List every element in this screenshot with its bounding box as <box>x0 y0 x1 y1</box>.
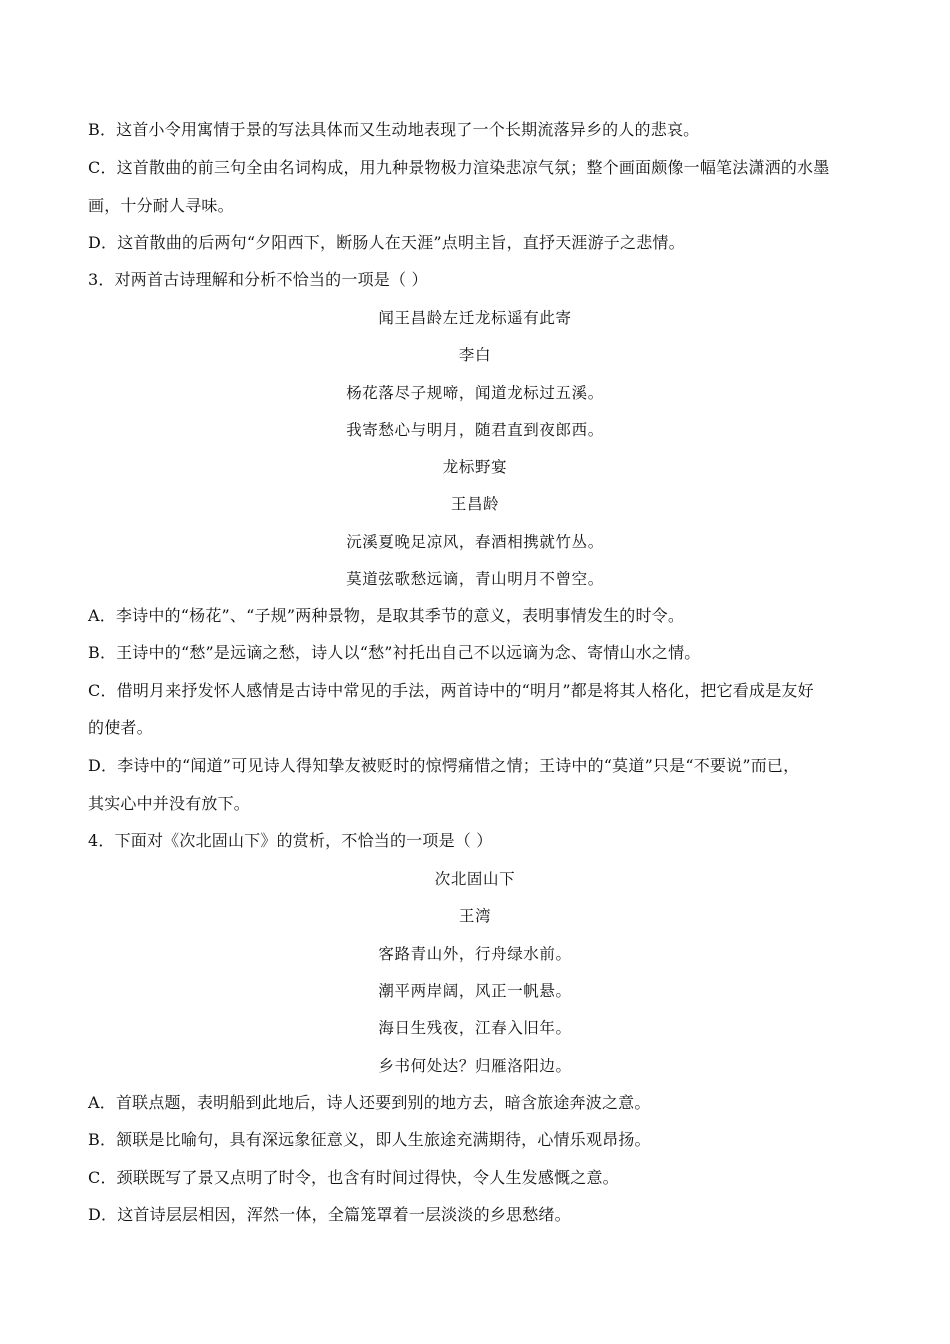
q4-option-b: B．颔联是比喻句，具有深远象征意义，即人生旅途充满期待，心情乐观昂扬。 <box>88 1130 651 1149</box>
q3-option-d-continued: 其实心中并没有放下。 <box>88 794 251 813</box>
q4-poem-title: 次北固山下 <box>434 870 516 888</box>
q2-option-b: B．这首小令用寓情于景的写法具体而又生动地表现了一个长期流落异乡的人的悲哀。 <box>88 120 700 139</box>
q3-option-c: C．借明月来抒发怀人感情是古诗中常见的手法，两首诗中的“明月”都是将其人格化，把它看成是友好 <box>88 681 814 700</box>
q3-option-a: A．李诗中的“杨花”、“子规”两种景物，是取其季节的意义，表明事情发生的时令。 <box>88 606 685 625</box>
q4-poem-author: 王湾 <box>458 907 492 925</box>
q3-option-d: D．李诗中的“闻道”可见诗人得知挚友被贬时的惊愕痛惜之情；王诗中的“莫道”只是“不要说”而已， <box>88 756 800 775</box>
q4-poem-line-1: 客路青山外，行舟绿水前。 <box>378 945 572 963</box>
q2-option-d: D．这首散曲的后两句“夕阳西下，断肠人在天涯”点明主旨，直抒天涯游子之悲情。 <box>88 233 685 252</box>
q3-poem1-title: 闻王昌龄左迁龙标遥有此寄 <box>378 309 572 327</box>
q4-stem: 4．下面对《次北固山下》的赏析，不恰当的一项是（ ） <box>88 831 493 850</box>
q3-option-b: B．王诗中的“愁”是远谪之愁，诗人以“愁”衬托出自己不以远谪为念、寄情山水之情。 <box>88 643 701 662</box>
q4-option-a: A．首联点题，表明船到此地后，诗人还要到别的地方去，暗含旅途奔波之意。 <box>88 1093 651 1112</box>
q2-option-c-continued: 画，十分耐人寻味。 <box>88 196 234 215</box>
q4-poem-line-3: 海日生残夜，江春入旧年。 <box>378 1019 572 1037</box>
q3-option-c-continued: 的使者。 <box>88 718 153 737</box>
q3-poem2-title: 龙标野宴 <box>442 458 508 476</box>
q3-poem2-line-1: 沅溪夏晚足凉风，春酒相携就竹丛。 <box>346 533 604 551</box>
q4-option-d: D．这首诗层层相因，浑然一体，全篇笼罩着一层淡淡的乡思愁绪。 <box>88 1205 571 1224</box>
q3-poem1-line-2: 我寄愁心与明月，随君直到夜郎西。 <box>346 421 604 439</box>
q4-option-c: C．颈联既写了景又点明了时令，也含有时间过得快，令人生发感慨之意。 <box>88 1168 619 1187</box>
q4-poem-line-4: 乡书何处达？归雁洛阳边。 <box>378 1057 572 1075</box>
q3-poem1-author: 李白 <box>458 346 492 364</box>
q2-option-c: C．这首散曲的前三句全由名词构成，用九种景物极力渲染悲凉气氛；整个画面颇像一幅笔法潇洒的水墨 <box>88 158 830 177</box>
q3-poem2-author: 王昌龄 <box>450 495 500 513</box>
q4-poem-line-2: 潮平两岸阔，风正一帆悬。 <box>378 982 572 1000</box>
q3-poem1-line-1: 杨花落尽子规啼，闻道龙标过五溪。 <box>346 384 604 402</box>
q3-stem: 3．对两首古诗理解和分析不恰当的一项是（ ） <box>88 270 428 289</box>
q3-poem2-line-2: 莫道弦歌愁远谪，青山明月不曾空。 <box>346 570 604 588</box>
